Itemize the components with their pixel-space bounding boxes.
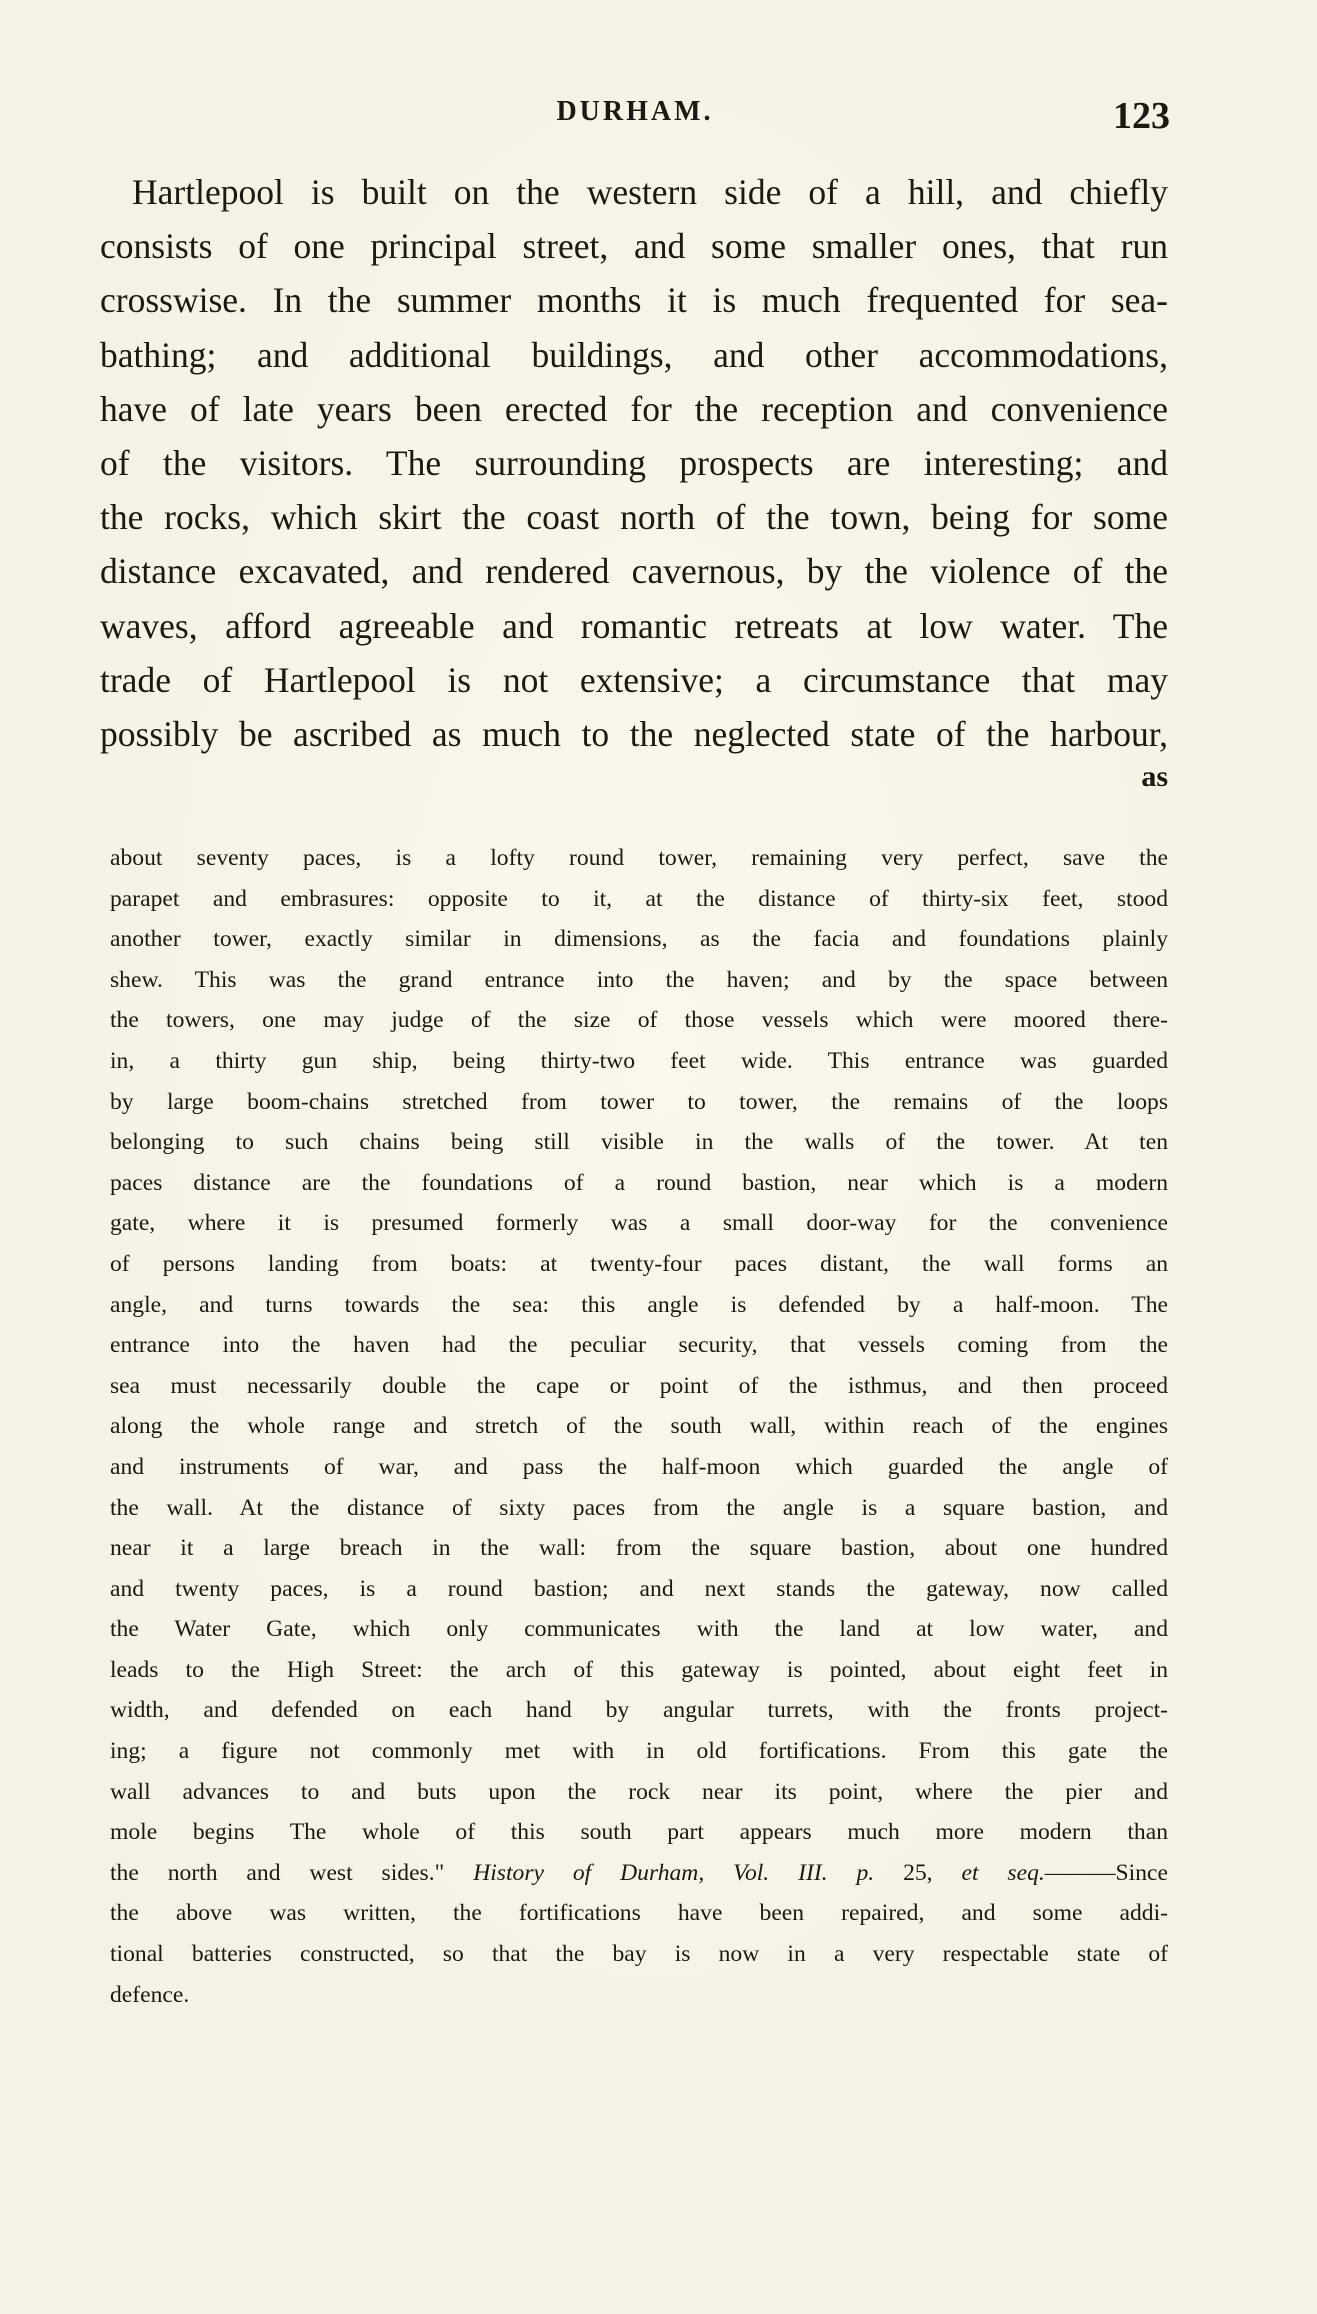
page-number: 123 — [1113, 95, 1170, 137]
main-text-line: crosswise. In the summer months it is much frequented for sea- — [100, 280, 1168, 321]
footnote-line: angle, and turns towards the sea: this angle is defended by a half-moon. The — [110, 1291, 1168, 1318]
footnote-line: and twenty paces, is a round bastion; and next stands the gateway, now called — [110, 1575, 1168, 1602]
footnote-line: gate, where it is presumed formerly was a small door-way for the convenience — [110, 1210, 1168, 1237]
footnote-line: ing; a figure not commonly met with in old fortifications. From this gate the — [110, 1738, 1168, 1765]
footnote-line-citation-start: the north and west sides." — [110, 1859, 445, 1886]
footnote-line: in, a thirty gun ship, being thirty-two feet wide. This entrance was guarded — [110, 1047, 1168, 1074]
citation-dash-since: ———Since — [1044, 1859, 1168, 1886]
footnote-line: mole begins The whole of this south part appears much more modern than — [110, 1819, 1168, 1846]
main-paragraph — [100, 165, 1168, 761]
footnote-line: the wall. At the distance of sixty paces from the angle is a square bastion, and — [110, 1494, 1168, 1521]
footnote-line: width, and defended on each hand by angular turrets, with the fronts project- — [110, 1697, 1168, 1724]
footnote-line: shew. This was the grand entrance into the haven; and by the space between — [110, 966, 1168, 993]
citation-title: History of Durham, Vol. III. p. — [473, 1859, 875, 1886]
footnote-line: of persons landing from boats: at twenty-four paces distant, the wall forms an — [110, 1250, 1168, 1277]
main-text-line: have of late years been erected for the reception and convenience — [100, 388, 1168, 429]
footnote-line: leads to the High Street: the arch of this gateway is pointed, about eight feet in — [110, 1656, 1168, 1683]
running-title: DURHAM. — [556, 96, 714, 127]
footnote-line: paces distance are the foundations of a round bastion, near which is a modern — [110, 1169, 1168, 1196]
footnote-line: the Water Gate, which only communicates with the land at low water, and — [110, 1616, 1168, 1643]
main-text-line: distance excavated, and rendered cavernous, by the violence of the — [100, 551, 1168, 592]
footnote-line: and instruments of war, and pass the half-moon which guarded the angle of — [110, 1453, 1168, 1480]
main-text-line: the rocks, which skirt the coast north of the town, being for some — [100, 497, 1168, 538]
footnote-line: by large boom-chains stretched from tower to tower, the remains of the loops — [110, 1088, 1168, 1115]
footnote-line-citation — [110, 1853, 1168, 1894]
footnote-line: about seventy paces, is a lofty round tower, remaining very perfect, save the — [110, 845, 1168, 871]
main-text-line: bathing; and additional buildings, and other accommodations, — [100, 334, 1168, 375]
catchword: as — [1141, 760, 1168, 793]
footnote-line: entrance into the haven had the peculiar security, that vessels coming from the — [110, 1332, 1168, 1359]
footnote-line: near it a large breach in the wall: from the square bastion, about one hundred — [110, 1535, 1168, 1562]
main-text-line: consists of one principal street, and some smaller ones, that run — [100, 226, 1168, 267]
main-text-line: possibly be ascribed as much to the neglected state of the harbour, — [100, 713, 1168, 754]
main-text-line: of the visitors. The surrounding prospects are interesting; and — [100, 442, 1168, 483]
footnote-line: tional batteries constructed, so that the bay is now in a very respectable state of — [110, 1941, 1168, 1968]
main-text-line: trade of Hartlepool is not extensive; a circumstance that may — [100, 659, 1168, 700]
footnote-line: another tower, exactly similar in dimensions, as the facia and foundations plainly — [110, 926, 1168, 953]
footnote-final-line: defence. — [110, 1981, 190, 2008]
footnote-line: belonging to such chains being still visible in the walls of the tower. At ten — [110, 1129, 1168, 1156]
main-text-line: waves, afford agreeable and romantic retreats at low water. The — [100, 605, 1168, 646]
footnote-line: sea must necessarily double the cape or point of the isthmus, and then proceed — [110, 1372, 1168, 1399]
footnote-line: the above was written, the fortifications have been repaired, and some addi- — [110, 1900, 1168, 1927]
citation-et-seq: et seq. — [961, 1859, 1045, 1886]
page-header — [100, 96, 1170, 146]
footnote-line: along the whole range and stretch of the south wall, within reach of the engines — [110, 1413, 1168, 1440]
footnote-line: wall advances to and buts upon the rock near its point, where the pier and — [110, 1778, 1168, 1805]
footnote-line: the towers, one may judge of the size of those vessels which were moored there- — [110, 1007, 1168, 1034]
main-text-line: Hartlepool is built on the western side of a hill, and chiefly — [132, 172, 1168, 212]
footnote — [110, 838, 1168, 2015]
citation-page: 25, — [903, 1859, 933, 1886]
footnote-line: parapet and embrasures: opposite to it, at the distance of thirty-six feet, stood — [110, 885, 1168, 912]
